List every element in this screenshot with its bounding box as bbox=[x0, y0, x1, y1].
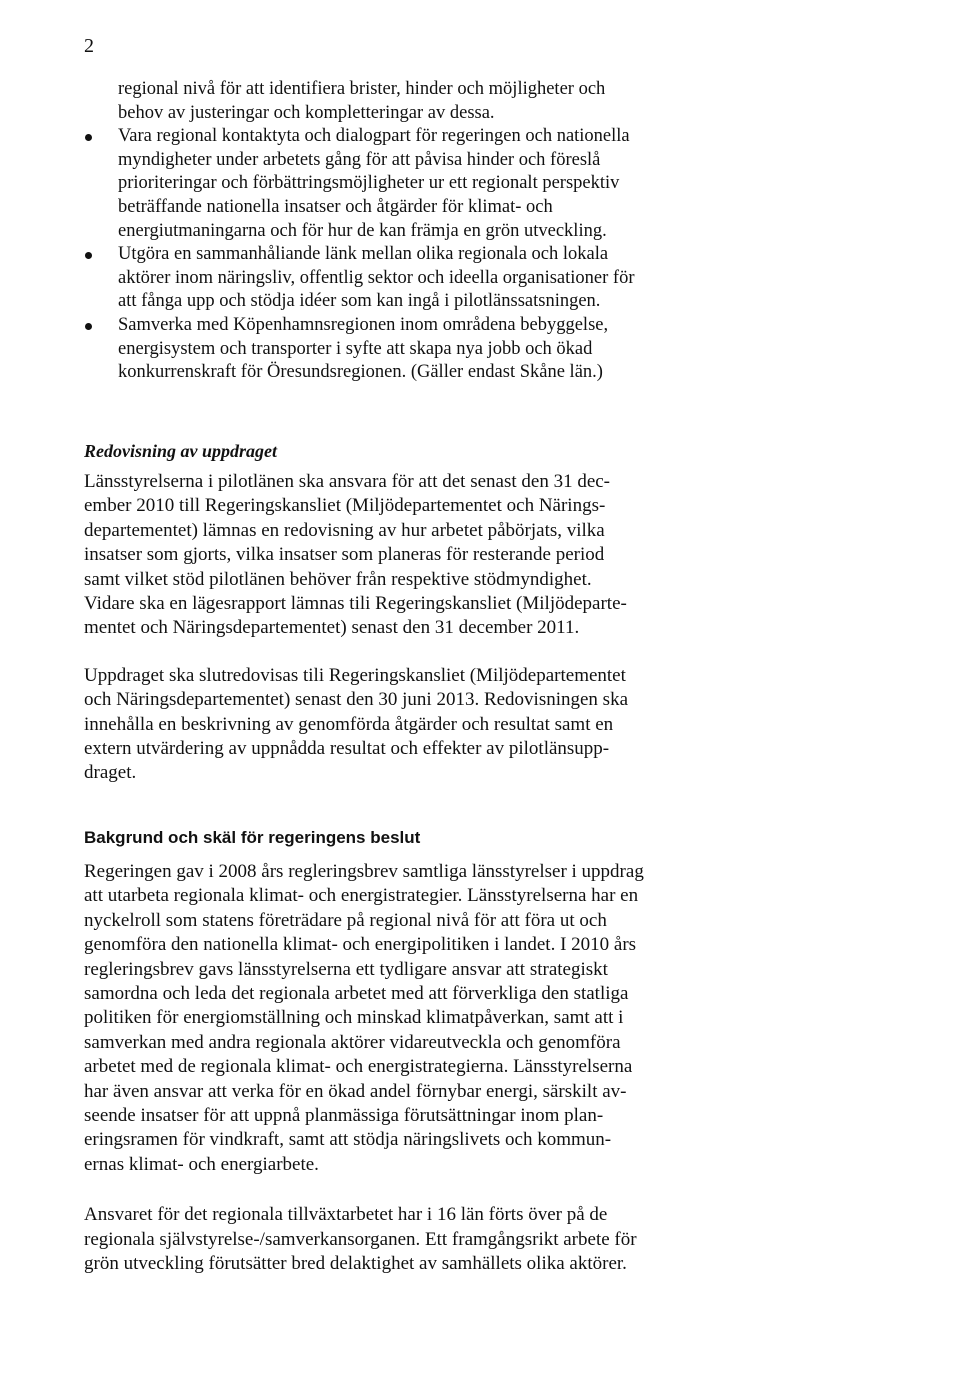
text-line: har även ansvar att verka för en ökad andel förnybar energi, särskilt av- bbox=[84, 1080, 627, 1102]
report-heading: Redovisning av uppdraget bbox=[84, 441, 278, 461]
text-line: att fånga upp och stödja idéer som kan ingå i pilotlänssatsningen. bbox=[118, 291, 601, 312]
report-paragraph-1 bbox=[84, 470, 724, 641]
text-line: departementet) lämnas en redovisning av hur arbetet påbörjats, vilka bbox=[84, 519, 605, 541]
text-line: ember 2010 till Regeringskansliet (Miljödepartementet och Närings- bbox=[84, 495, 606, 517]
text-line: Uppdraget ska slutredovisas tili Regeringskansliet (Miljödepartementet bbox=[84, 664, 626, 686]
text-line: prioriteringar och förbättringsmöjligheter ur ett regionalt perspektiv bbox=[118, 173, 620, 194]
bullet-item-link-role bbox=[118, 243, 730, 314]
bullet-icon bbox=[85, 134, 92, 141]
text-line: aktörer inom näringsliv, offentlig sektor och ideella organisationer för bbox=[118, 267, 635, 288]
report-paragraph-2 bbox=[84, 664, 724, 786]
page-number: 2 bbox=[84, 35, 94, 57]
bullet-icon bbox=[85, 252, 92, 259]
text-line: arbetet med de regionala klimat- och energistrategierna. Länsstyrelserna bbox=[84, 1056, 633, 1078]
text-line: nyckelroll som statens företrädare på regional nivå för att föra ut och bbox=[84, 909, 607, 931]
text-line: Regeringen gav i 2008 års regleringsbrev samtliga länsstyrelser i uppdrag bbox=[84, 861, 644, 882]
text-line: innehålla en beskrivning av genomförda åtgärder och resultat samt en bbox=[84, 713, 614, 735]
text-line: Ansvaret för det regionala tillväxtarbetet har i 16 län förts över på de bbox=[84, 1204, 608, 1226]
text-line: konkurrenskraft för Öresundsregionen. (Gäller endast Skåne län.) bbox=[118, 362, 603, 383]
text-line: regionala självstyrelse-/samverkansorganen. Ett framgångsrikt arbete för bbox=[84, 1228, 637, 1250]
bullet-list-section bbox=[118, 78, 730, 385]
bullet-list bbox=[118, 125, 730, 385]
text-line: draget. bbox=[84, 762, 137, 784]
text-line: och Näringsdepartementet) senast den 30 juni 2013. Redovisningen ska bbox=[84, 689, 629, 711]
text-line: mentet och Näringsdepartementet) senast den 31 december 2011. bbox=[84, 617, 580, 639]
text-line: samordna och leda det regionala arbetet med att förverkliga den statliga bbox=[84, 983, 629, 1005]
text-line: energisystem och transporter i syfte att skapa nya jobb och ökad bbox=[118, 338, 593, 359]
bullet-icon bbox=[85, 323, 92, 330]
text-line: eringsramen för vindkraft, samt att stödja näringslivets och kommun- bbox=[84, 1129, 612, 1151]
text-line: extern utvärdering av uppnådda resultat och effekter av pilotlänsupp- bbox=[84, 738, 610, 760]
text-line: Länsstyrelserna i pilotlänen ska ansvara för att det senast den 31 dec- bbox=[84, 471, 611, 492]
text-line: samt vilket stöd pilotlänen behöver från respektive stödmyndighet. bbox=[84, 568, 592, 590]
text-line: att utarbeta regionala klimat- och energistrategier. Länsstyrelserna har en bbox=[84, 885, 639, 907]
text-line: Vara regional kontaktyta och dialogpart för regeringen och nationella bbox=[118, 126, 630, 147]
text-line: politiken för energiomställning och minskad klimatpåverkan, samt att i bbox=[84, 1007, 624, 1029]
text-line: samverkan med andra regionala aktörer vidareutveckla och genomföra bbox=[84, 1031, 621, 1053]
bullet-item-copenhagen-cooperation bbox=[118, 314, 730, 385]
background-heading: Bakgrund och skäl för regeringens beslut bbox=[84, 828, 421, 847]
text-line: grön utveckling förutsätter bred delaktighet av samhällets olika aktörer. bbox=[84, 1253, 627, 1275]
text-line: seende insatser för att uppnå planmässiga förutsättningar inom plan- bbox=[84, 1105, 604, 1127]
text-line: genomföra den nationella klimat- och energipolitiken i landet. I 2010 års bbox=[84, 934, 637, 956]
text-line: Utgöra en sammanhåliande länk mellan olika regionala och lokala bbox=[118, 244, 609, 265]
background-paragraph-1 bbox=[84, 860, 724, 1177]
text-line: beträffande nationella insatser och åtgärder för klimat- och bbox=[118, 196, 553, 217]
report-section-body bbox=[84, 470, 724, 786]
background-paragraph-2 bbox=[84, 1203, 724, 1276]
text-line: Vidare ska en lägesrapport lämnas tili Regeringskansliet (Miljödeparte- bbox=[84, 593, 627, 615]
bullet-lead-in bbox=[118, 78, 730, 125]
text-line: ernas klimat- och energiarbete. bbox=[84, 1153, 319, 1175]
text-line: insatser som gjorts, vilka insatser som planeras för resterande period bbox=[84, 544, 605, 566]
text-line: regional nivå för att identifiera brister, hinder och möjligheter och bbox=[118, 79, 606, 99]
text-line: behov av justeringar och kompletteringar av dessa. bbox=[118, 102, 495, 123]
bullet-item-contact-role bbox=[118, 125, 730, 243]
text-line: energiutmaningarna och för hur de kan främja en grön utveckling. bbox=[118, 220, 607, 241]
text-line: myndigheter under arbetets gång för att påvisa hinder och föreslå bbox=[118, 149, 601, 170]
text-line: Samverka med Köpenhamnsregionen inom områdena bebyggelse, bbox=[118, 314, 609, 335]
text-line: regleringsbrev gavs länsstyrelserna ett tydligare ansvar att strategiskt bbox=[84, 958, 608, 980]
background-section-body bbox=[84, 860, 724, 1277]
